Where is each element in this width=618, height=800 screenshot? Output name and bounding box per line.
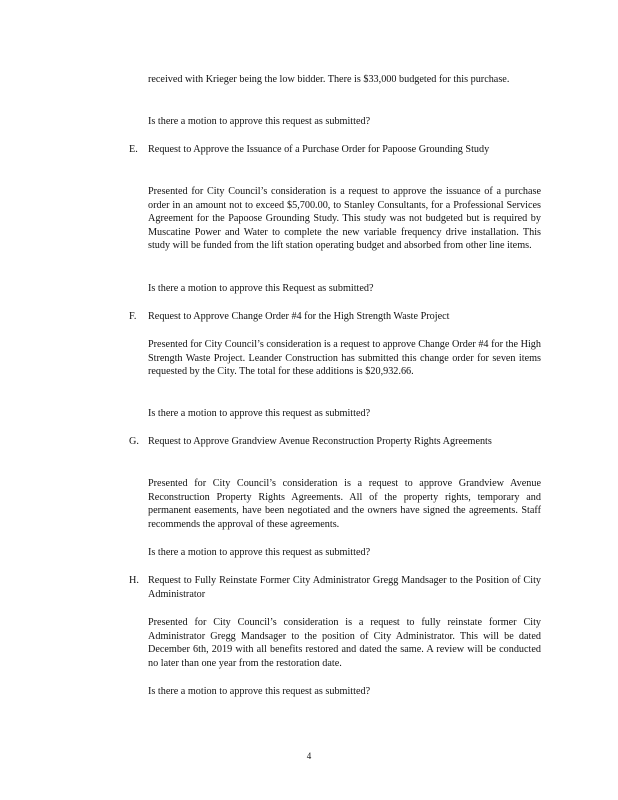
item-question: Is there a motion to approve this request as submitted? <box>148 686 371 697</box>
item-label: E. <box>129 144 138 155</box>
item-body: Presented for City Council’s consideration is a request to fully reinstate former City Administrator Gregg Mandsager to the position of City Administrator. This will be dated December 6th, 2019 with all benefits restored and dated the same. A review will be conducted no later than one year from the restoration date. <box>148 617 541 669</box>
item-title: Request to Approve the Issuance of a Purchase Order for Papoose Grounding Study <box>148 144 490 155</box>
item-body: Presented for City Council’s consideration is a request to approve the issuance of a purchase order in an amount not to exceed $5,700.00, to Stanley Consultants, for a Professional Services Agreement for the Papoose Grounding Study. This study was not budgeted but is required by Muscatine Power and Water to complete the new variable frequency drive installation. This study will be funded from the lift station operating budget and absorbed from other line items. <box>148 186 541 252</box>
intro-paragraph: received with Krieger being the low bidder. There is $33,000 budgeted for this purchase. <box>148 74 510 85</box>
item-body: Presented for City Council’s consideration is a request to approve Change Order #4 for the High Strength Waste Project. Leander Construction has submitted this change order for seven items requested by the City. The total for these additions is $20,932.66. <box>148 339 541 378</box>
item-title: Request to Approve Grandview Avenue Reconstruction Property Rights Agreements <box>148 436 492 447</box>
intro-question: Is there a motion to approve this request as submitted? <box>148 116 371 127</box>
item-label: H. <box>129 575 139 586</box>
item-label: F. <box>129 311 137 322</box>
page-number: 4 <box>306 751 312 761</box>
item-title: Request to Fully Reinstate Former City Administrator Gregg Mandsager to the Position of City Administrator <box>148 575 541 600</box>
item-question: Is there a motion to approve this Request as submitted? <box>148 283 374 294</box>
item-question: Is there a motion to approve this request as submitted? <box>148 408 371 419</box>
item-question: Is there a motion to approve this request as submitted? <box>148 547 371 558</box>
item-title: Request to Approve Change Order #4 for the High Strength Waste Project <box>148 311 450 322</box>
item-label: G. <box>129 436 139 447</box>
item-body: Presented for City Council’s consideration is a request to approve Grandview Avenue Reconstruction Property Rights Agreements. All of the property rights, temporary and permanent easements, have been negotiated and the owners have signed the agreements. Staff recommends the approval of these agreements. <box>148 478 541 530</box>
